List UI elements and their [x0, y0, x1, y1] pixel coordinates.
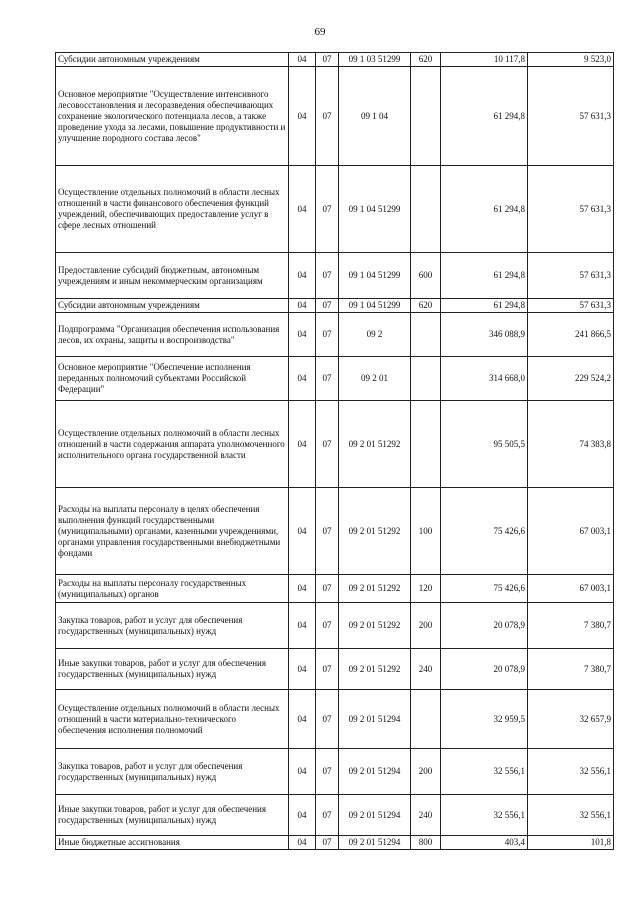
- table-row: [56, 313, 614, 357]
- table-row: [56, 649, 614, 690]
- row-section: 04: [289, 749, 316, 795]
- row-name: Субсидии автономным учреждениям: [56, 53, 289, 67]
- row-subsection: 07: [316, 67, 339, 166]
- row-value-2: 57 631,3: [528, 166, 614, 253]
- table-row: [56, 603, 614, 649]
- row-subsection: 07: [316, 690, 339, 749]
- row-value-2: 57 631,3: [528, 299, 614, 313]
- row-expense-type: [411, 166, 441, 253]
- row-target-article: 09 2: [339, 313, 411, 357]
- row-target-article: 09 2 01 51292: [339, 649, 411, 690]
- row-expense-type: 600: [411, 253, 441, 299]
- row-expense-type: 200: [411, 749, 441, 795]
- table-row: [56, 357, 614, 401]
- row-section: 04: [289, 649, 316, 690]
- row-subsection: 07: [316, 166, 339, 253]
- table-row: [56, 795, 614, 836]
- row-target-article: 09 2 01 51294: [339, 749, 411, 795]
- row-value-1: 20 078,9: [441, 649, 528, 690]
- row-section: 04: [289, 401, 316, 488]
- row-subsection: 07: [316, 357, 339, 401]
- row-value-1: 403,4: [441, 836, 528, 850]
- row-value-2: 229 524,2: [528, 357, 614, 401]
- row-target-article: 09 1 03 51299: [339, 53, 411, 67]
- row-name: Основное мероприятие "Обеспечение исполнения переданных полномочий субъектами Российской Федерации": [56, 357, 289, 401]
- row-name: Закупка товаров, работ и услуг для обеспечения государственных (муниципальных) нужд: [56, 749, 289, 795]
- row-expense-type: [411, 67, 441, 166]
- row-value-2: 67 003,1: [528, 575, 614, 603]
- row-target-article: 09 1 04: [339, 67, 411, 166]
- row-section: 04: [289, 53, 316, 67]
- row-value-2: 32 556,1: [528, 749, 614, 795]
- table-row: [56, 401, 614, 488]
- row-target-article: 09 2 01 51294: [339, 795, 411, 836]
- row-name: Иные закупки товаров, работ и услуг для обеспечения государственных (муниципальных) нужд: [56, 795, 289, 836]
- row-expense-type: [411, 357, 441, 401]
- row-name: Иные бюджетные ассигнования: [56, 836, 289, 850]
- row-expense-type: 240: [411, 649, 441, 690]
- row-value-1: 314 668,0: [441, 357, 528, 401]
- row-name: Осуществление отдельных полномочий в области лесных отношений в части содержания аппарата уполномоченного исполнительного органа государственной власти: [56, 401, 289, 488]
- row-value-1: 346 088,9: [441, 313, 528, 357]
- table-body: [56, 53, 614, 850]
- table-row: [56, 67, 614, 166]
- row-value-1: 32 959,5: [441, 690, 528, 749]
- row-expense-type: 800: [411, 836, 441, 850]
- table-row: [56, 836, 614, 850]
- row-section: 04: [289, 690, 316, 749]
- row-section: 04: [289, 836, 316, 850]
- row-value-2: 101,8: [528, 836, 614, 850]
- row-subsection: 07: [316, 253, 339, 299]
- row-name: Закупка товаров, работ и услуг для обеспечения государственных (муниципальных) нужд: [56, 603, 289, 649]
- row-subsection: 07: [316, 649, 339, 690]
- row-section: 04: [289, 575, 316, 603]
- row-value-1: 61 294,8: [441, 166, 528, 253]
- row-value-2: 7 380,7: [528, 649, 614, 690]
- row-target-article: 09 1 04 51299: [339, 299, 411, 313]
- table-row: [56, 166, 614, 253]
- row-value-2: 32 556,1: [528, 795, 614, 836]
- row-value-1: 61 294,8: [441, 253, 528, 299]
- row-name: Расходы на выплаты персоналу государственных (муниципальных) органов: [56, 575, 289, 603]
- table-row: [56, 749, 614, 795]
- row-subsection: 07: [316, 53, 339, 67]
- row-name: Осуществление отдельных полномочий в области лесных отношений в части финансового обеспечения функций учреждений, обеспечивающих предоставление услуг в сфере лесных отношений: [56, 166, 289, 253]
- row-subsection: 07: [316, 313, 339, 357]
- table-row: [56, 53, 614, 67]
- row-section: 04: [289, 299, 316, 313]
- row-name: Основное мероприятие "Осуществление интенсивного лесовосстановления и лесоразведения обеспечивающих сохранение экологического потенциала лесов, а также проведение ухода за лесами, повышение продуктивности и улучшение породного состава лесов": [56, 67, 289, 166]
- table-row: [56, 253, 614, 299]
- row-value-2: 32 657,9: [528, 690, 614, 749]
- row-target-article: 09 2 01: [339, 357, 411, 401]
- row-value-2: 9 523,0: [528, 53, 614, 67]
- row-value-2: 67 003,1: [528, 488, 614, 575]
- table-row: [56, 299, 614, 313]
- row-expense-type: [411, 401, 441, 488]
- row-subsection: 07: [316, 488, 339, 575]
- row-section: 04: [289, 253, 316, 299]
- row-name: Иные закупки товаров, работ и услуг для обеспечения государственных (муниципальных) нужд: [56, 649, 289, 690]
- row-expense-type: 620: [411, 299, 441, 313]
- row-subsection: 07: [316, 575, 339, 603]
- row-section: 04: [289, 603, 316, 649]
- row-expense-type: 620: [411, 53, 441, 67]
- row-name: Расходы на выплаты персоналу в целях обеспечения выполнения функций государственными (муниципальными) органами, казенными учреждениями, органами управления государственными внебюджетными фондами: [56, 488, 289, 575]
- row-section: 04: [289, 67, 316, 166]
- row-target-article: 09 2 01 51292: [339, 575, 411, 603]
- row-section: 04: [289, 488, 316, 575]
- row-expense-type: [411, 690, 441, 749]
- table-row: [56, 575, 614, 603]
- row-value-1: 10 117,8: [441, 53, 528, 67]
- row-name: Подпрограмма "Организация обеспечения использования лесов, их охраны, защиты и воспроизводства": [56, 313, 289, 357]
- row-target-article: 09 2 01 51292: [339, 603, 411, 649]
- row-expense-type: 100: [411, 488, 441, 575]
- row-value-1: 61 294,8: [441, 67, 528, 166]
- row-section: 04: [289, 357, 316, 401]
- row-subsection: 07: [316, 749, 339, 795]
- row-section: 04: [289, 313, 316, 357]
- row-expense-type: 120: [411, 575, 441, 603]
- row-value-1: 75 426,6: [441, 488, 528, 575]
- row-subsection: 07: [316, 603, 339, 649]
- row-value-1: 95 505,5: [441, 401, 528, 488]
- row-value-1: 20 078,9: [441, 603, 528, 649]
- row-section: 04: [289, 166, 316, 253]
- row-target-article: 09 2 01 51292: [339, 488, 411, 575]
- row-value-1: 32 556,1: [441, 795, 528, 836]
- page-number: 69: [314, 26, 326, 38]
- table-row: [56, 690, 614, 749]
- row-expense-type: 240: [411, 795, 441, 836]
- row-target-article: 09 2 01 51294: [339, 836, 411, 850]
- row-value-2: 241 866,5: [528, 313, 614, 357]
- row-value-2: 57 631,3: [528, 253, 614, 299]
- row-name: Субсидии автономным учреждениям: [56, 299, 289, 313]
- row-expense-type: 200: [411, 603, 441, 649]
- row-target-article: 09 1 04 51299: [339, 166, 411, 253]
- row-target-article: 09 1 04 51299: [339, 253, 411, 299]
- row-target-article: 09 2 01 51294: [339, 690, 411, 749]
- row-section: 04: [289, 795, 316, 836]
- row-subsection: 07: [316, 795, 339, 836]
- row-target-article: 09 2 01 51292: [339, 401, 411, 488]
- row-value-1: 75 426,6: [441, 575, 528, 603]
- row-subsection: 07: [316, 401, 339, 488]
- row-value-2: 57 631,3: [528, 67, 614, 166]
- row-value-2: 7 380,7: [528, 603, 614, 649]
- row-name: Осуществление отдельных полномочий в области лесных отношений в части материально-технического обеспечения исполнения полномочий: [56, 690, 289, 749]
- row-subsection: 07: [316, 299, 339, 313]
- row-name: Предоставление субсидий бюджетным, автономным учреждениям и иным некоммерческим организациям: [56, 253, 289, 299]
- table-row: [56, 488, 614, 575]
- row-subsection: 07: [316, 836, 339, 850]
- row-value-1: 61 294,8: [441, 299, 528, 313]
- budget-table: [55, 52, 614, 850]
- row-value-2: 74 383,8: [528, 401, 614, 488]
- row-expense-type: [411, 313, 441, 357]
- row-value-1: 32 556,1: [441, 749, 528, 795]
